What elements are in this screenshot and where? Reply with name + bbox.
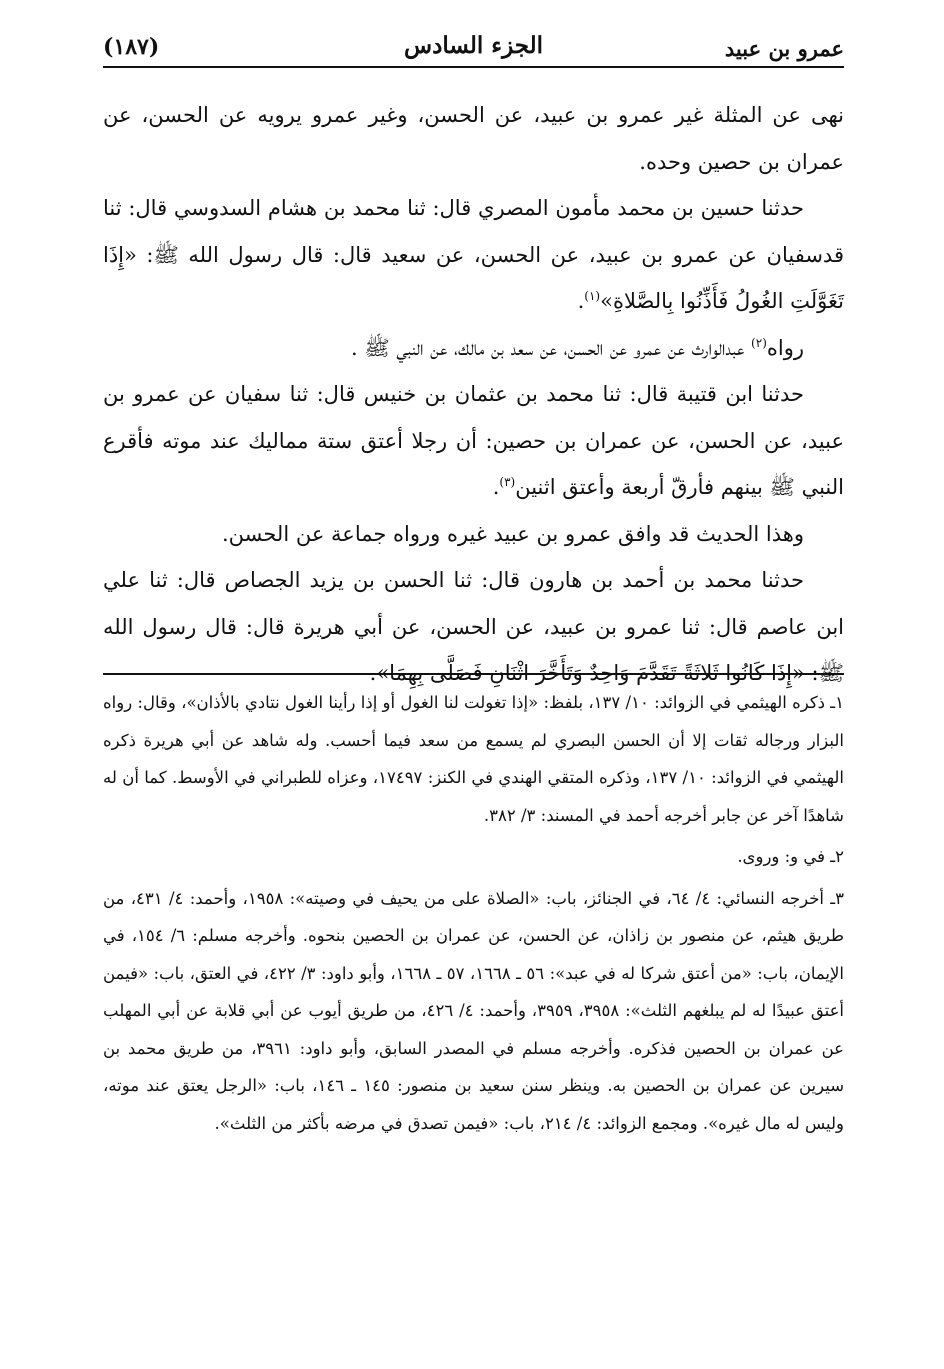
paragraph-6: حدثنا محمد بن أحمد بن هارون قال: ثنا الحسن بن يزيد الجصاص قال: ثنا علي ابن عاصم قال: ثنا عمرو بن عبيد، عن الحسن، عن أبي هريرة قال: قال رسول الله ﷺ: «إِذَا كَانُوا ثَلاثَةً تَقَدَّمَ وَاحِدٌ وَتَأَخَّرَ اثْنَانِ فَصَلَّى بِهِمَا».: [103, 568, 844, 685]
footnote-ref-3[interactable]: (٣): [499, 475, 516, 489]
footnote-ref-1[interactable]: (١): [584, 289, 601, 303]
paragraph-2-text: حدثنا حسين بن محمد مأمون المصري قال: ثنا محمد بن هشام السدوسي قال: ثنا قدسفيان عن عمرو بن عبيد، عن الحسن، عن سعيد قال: قال رسول الله ﷺ: «إِذَا تَغَوَّلَتِ الغُولُ فَأَذِّنُوا بِالصَّلاةِ»: [103, 196, 844, 313]
footnote-3: ٣ـ أخرجه النسائي: ٤/ ٦٤، في الجنائز، باب: «الصلاة على من يحيف في وصيته»: ١٩٥٨، وأحمد: ٤/ ٤٣١، من طريق هيثم، عن منصور بن زاذان، عن الحسن، عن عمران بن الحصين بنحوه. وأخرجه مسلم: ٦/ ١٥٤، في الإيمان، باب: «من أعتق شركا له في عبد»: ٥٦ ـ ١٦٦٨، ٥٧ ـ ١٦٦٨، وأبو داود: ٣/ ٤٢٢، في العتق، باب: «فيمن أعتق عبيدًا له لم يبلغهم الثلث»: ٣٩٥٨، ٣٩٥٩، وأحمد: ٤/ ٤٢٦، من طريق أيوب عن أبي قلابة عن أبي المهلب عن عمران بن الحصين فذكره. وأخرجه مسلم في المصدر السابق، وأبو داود: ٣٩٦١، من طريق محمد بن سيرين عن عمران بن الحصين به. وينظر سنن سعيد بن منصور: ١٤٥ ـ ١٤٦، باب: «الرجل يعتق عند موته، وليس له مال غيره». ومجمع الزوائد: ٤/ ٢١٤، باب: «فيمن تصدق في مرضه بأكثر من الثلث».: [103, 888, 845, 1133]
running-header: [103, 28, 844, 68]
paragraph-4-text: حدثنا ابن قتيبة قال: ثنا محمد بن عثمان بن خنيس قال: ثنا سفيان عن عمرو بن عبيد، عن الحسن، عن عمران بن حصين: أن رجلا أعتق ستة مماليك عند موته فأقرع النبي ﷺ بينهم فأرقّ أربعة وأعتق اثنين: [103, 382, 844, 499]
paragraph-3: [103, 325, 844, 372]
footnote-separator: [103, 673, 844, 675]
paragraph-4: [103, 371, 844, 511]
paragraph-2-end: .: [577, 289, 585, 313]
paragraph-2: [103, 185, 844, 325]
footnote-2: ٢ـ في و: وروى.: [737, 847, 844, 866]
paragraph-3-text: عبدالوارث عن عمرو عن الحسن، عن سعد بن مالك، عن النبي ﷺ .: [351, 335, 752, 360]
footnote-1: ١ـ ذكره الهيثمي في الزوائد: ١٠/ ١٣٧، بلفظ: «إذا تغولت لنا الغول أو إذا رأينا الغول نتادي بالأذان»، وقال: رواه البزار ورجاله ثقات إلا أن الحسن البصري لم يسمع من سعد فيما أحسب. وله شاهد عن أبي هريرة ذكره الهيثمي في الزوائد: ١٠/ ١٣٧، وذكره المتقي الهندي في الكنز: ١٧٤٩٧، وعزاه للطبراني في الأوسط. كما أن له شاهدًا آخر عن جابر أخرجه أحمد في المسند: ٣/ ٣٨٢.: [103, 693, 844, 825]
footnote-ref-2[interactable]: (٢): [751, 335, 767, 350]
paragraph-4-end: .: [492, 475, 500, 499]
paragraph-3-start: رواه: [766, 335, 804, 360]
paragraph-5: وهذا الحديث قد وافق عمرو بن عبيد غيره ورواه جماعة عن الحسن.: [221, 521, 804, 546]
main-text: [103, 92, 844, 697]
header-rule: [103, 66, 844, 68]
header-volume-title: الجزء السادس: [404, 32, 543, 59]
header-chapter-title: عمرو بن عبيد: [724, 36, 844, 61]
paragraph-1: نهى عن المثلة غير عمرو بن عبيد، عن الحسن، وغير عمرو يرويه عن الحسن، عن عمران بن حصين وحده.: [103, 103, 844, 174]
page-number: (١٨٧): [103, 34, 160, 60]
footnotes: [103, 684, 844, 1146]
